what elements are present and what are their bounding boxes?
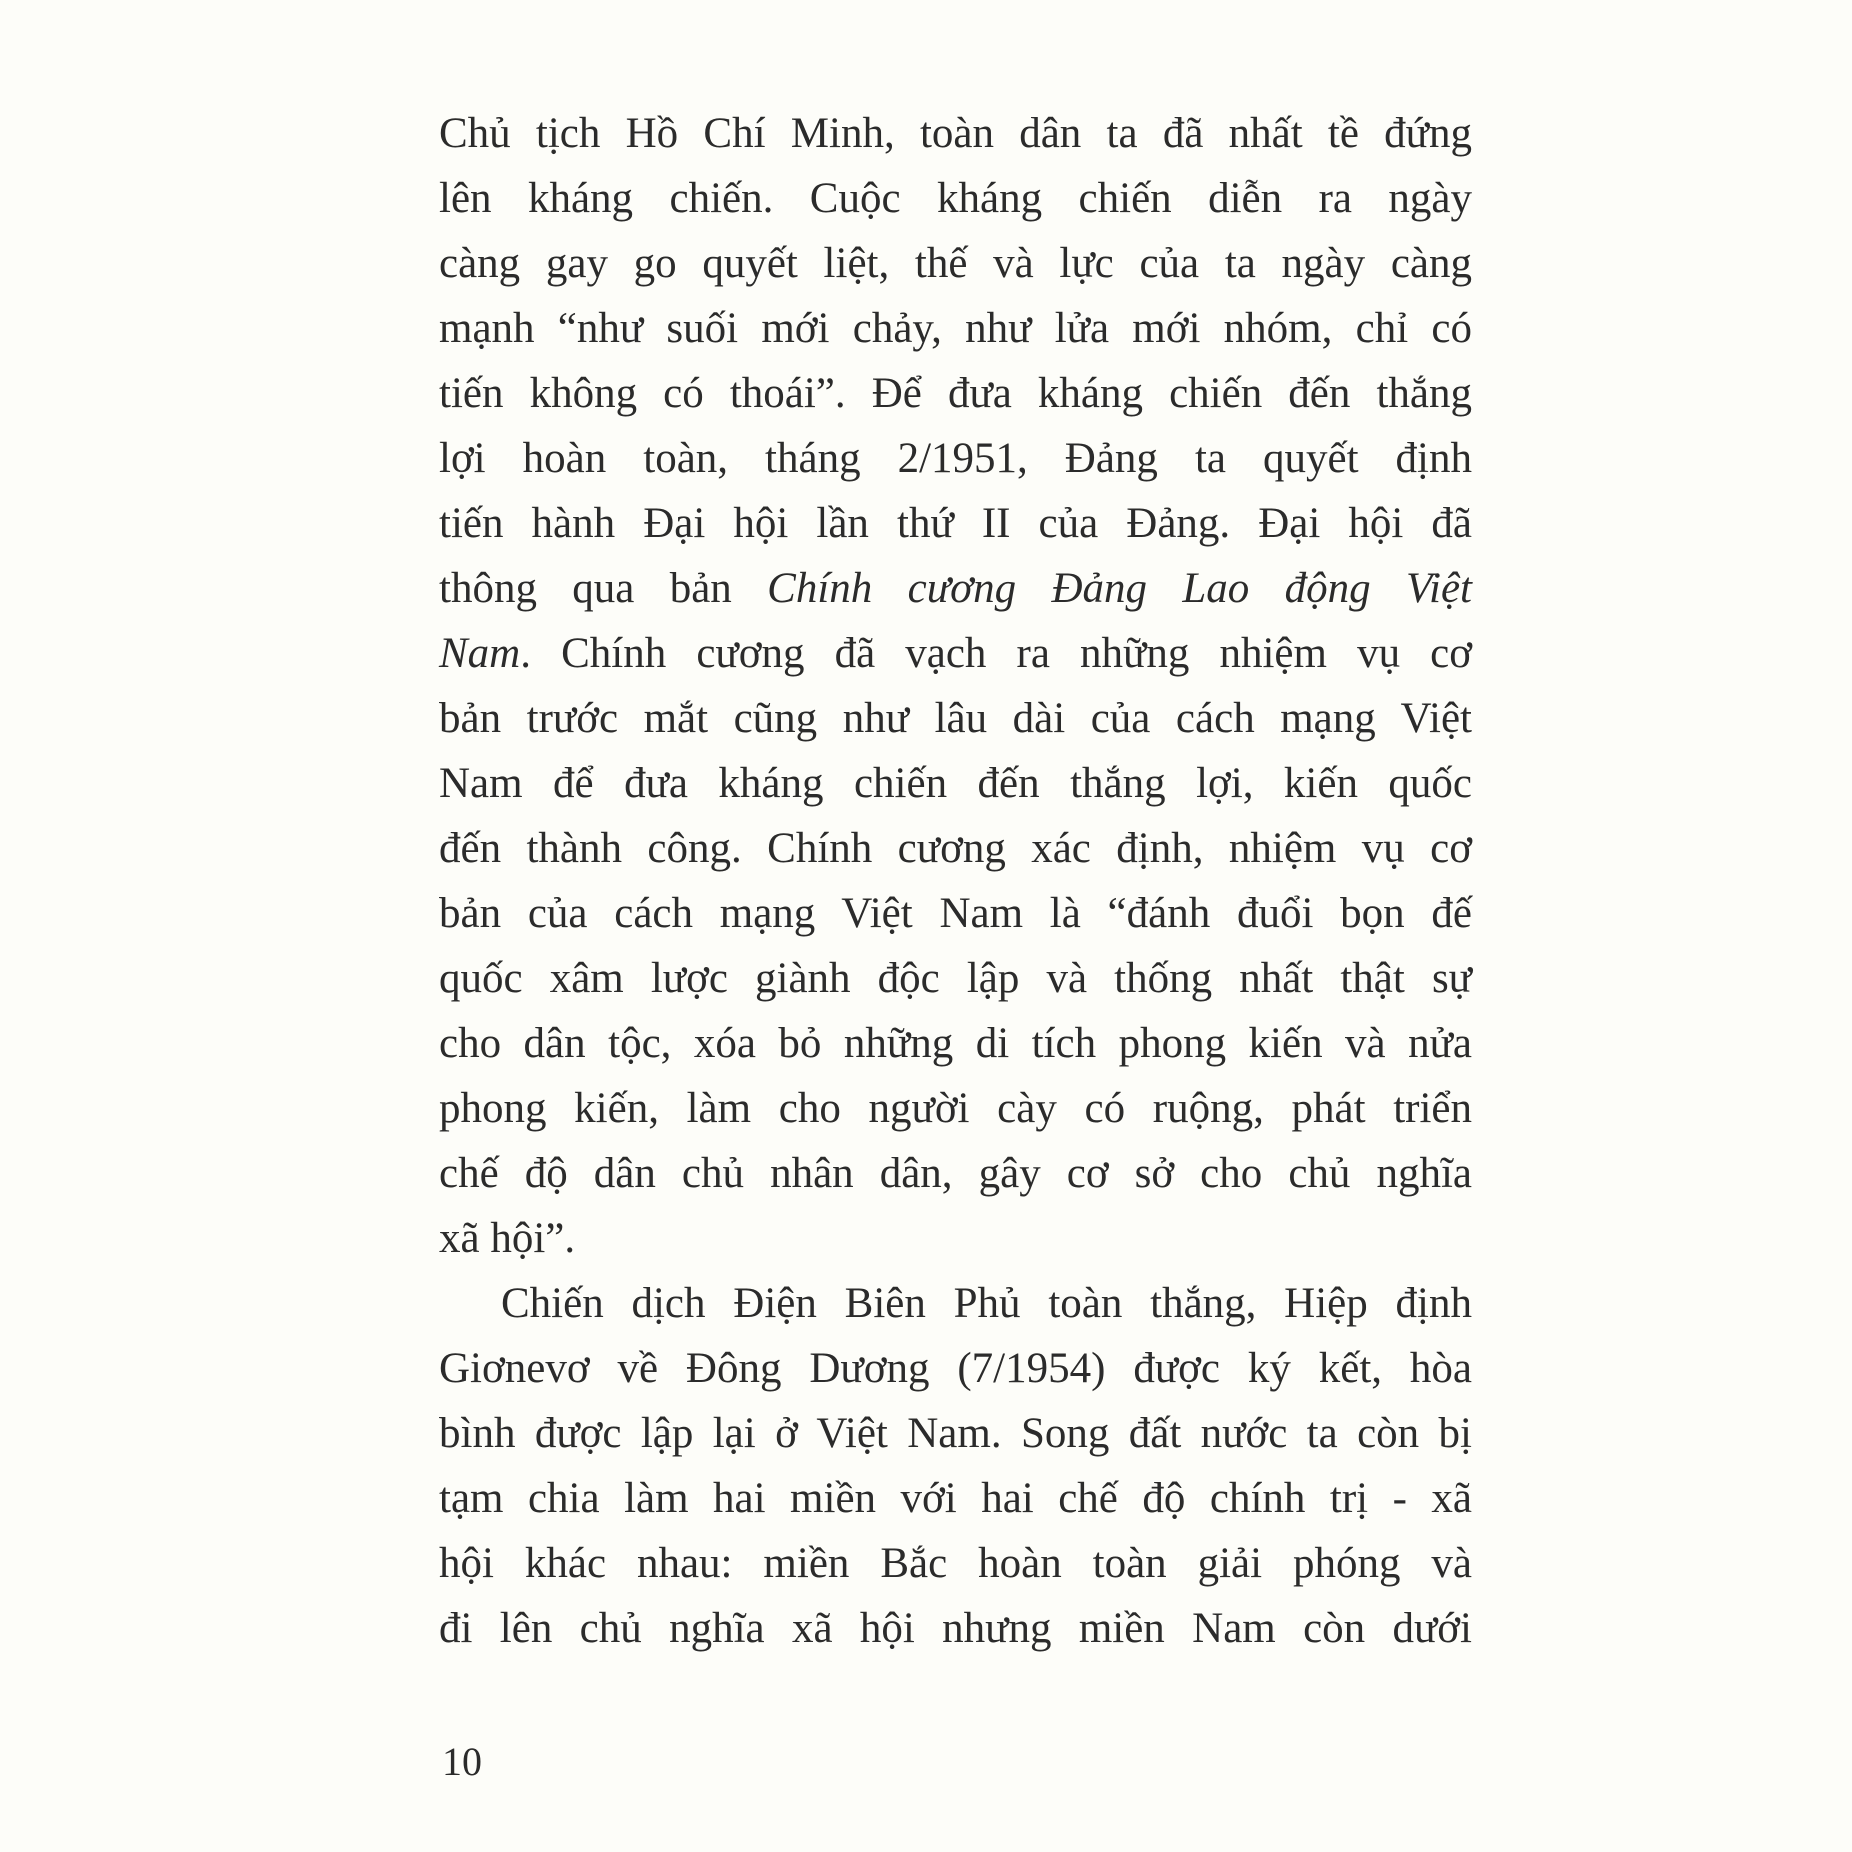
- text-line: [439, 166, 1472, 231]
- text-segment: Chủ tịch Hồ Chí Minh, toàn dân ta đã nhất tề đứng: [439, 110, 1472, 157]
- italic-title-text: Chính cương Đảng Lao động Việt: [767, 565, 1473, 612]
- text-line: [439, 1531, 1472, 1596]
- text-line: [439, 881, 1472, 946]
- text-line: [439, 1011, 1472, 1076]
- text-line: [439, 1076, 1472, 1141]
- text-segment: Giơnevơ về Đông Dương (7/1954) được ký kết, hòa: [439, 1345, 1472, 1392]
- text-line: [439, 556, 1472, 621]
- italic-title-text: Nam: [439, 630, 521, 677]
- text-line: [439, 1141, 1472, 1206]
- text-segment: tiến không có thoái”. Để đưa kháng chiến đến thắng: [439, 370, 1472, 417]
- text-line: [439, 1336, 1472, 1401]
- text-line: [439, 1206, 1472, 1271]
- text-line: [439, 101, 1472, 166]
- body-text: [439, 101, 1472, 1661]
- text-segment: tiến hành Đại hội lần thứ II của Đảng. Đại hội đã: [439, 500, 1472, 547]
- page-number: 10: [442, 1739, 482, 1784]
- text-line: [439, 816, 1472, 881]
- text-line: [439, 686, 1472, 751]
- text-line: [439, 426, 1472, 491]
- text-line: [439, 946, 1472, 1011]
- text-line: [439, 296, 1472, 361]
- text-segment: . Chính cương đã vạch ra những nhiệm vụ cơ: [520, 630, 1472, 677]
- text-segment: Chiến dịch Điện Biên Phủ toàn thắng, Hiệp định: [501, 1280, 1472, 1327]
- text-line: [439, 621, 1472, 686]
- text-segment: bản của cách mạng Việt Nam là “đánh đuổi bọn đế: [439, 890, 1472, 937]
- text-segment: xã hội”.: [439, 1215, 576, 1262]
- text-segment: tạm chia làm hai miền với hai chế độ chính trị - xã: [439, 1475, 1472, 1522]
- text-segment: lợi hoàn toàn, tháng 2/1951, Đảng ta quyết định: [439, 435, 1472, 482]
- text-segment: càng gay go quyết liệt, thế và lực của ta ngày càng: [439, 240, 1472, 287]
- text-segment: đến thành công. Chính cương xác định, nhiệm vụ cơ: [439, 825, 1472, 872]
- text-segment: bình được lập lại ở Việt Nam. Song đất nước ta còn bị: [439, 1410, 1472, 1457]
- text-segment: mạnh “như suối mới chảy, như lửa mới nhóm, chỉ có: [439, 305, 1472, 352]
- text-line: [439, 1596, 1472, 1661]
- text-segment: bản trước mắt cũng như lâu dài của cách mạng Việt: [439, 695, 1472, 742]
- text-segment: phong kiến, làm cho người cày có ruộng, phát triển: [439, 1085, 1472, 1132]
- text-segment: Nam để đưa kháng chiến đến thắng lợi, kiến quốc: [439, 760, 1472, 807]
- text-line: [439, 1466, 1472, 1531]
- text-line: [439, 491, 1472, 556]
- text-line: [439, 361, 1472, 426]
- text-segment: cho dân tộc, xóa bỏ những di tích phong kiến và nửa: [439, 1020, 1472, 1067]
- text-line: [439, 751, 1472, 816]
- text-line: [439, 231, 1472, 296]
- text-segment: chế độ dân chủ nhân dân, gây cơ sở cho chủ nghĩa: [439, 1150, 1472, 1197]
- text-line: [439, 1401, 1472, 1466]
- text-segment: thông qua bản: [439, 565, 768, 612]
- text-line: [439, 1271, 1472, 1336]
- text-segment: đi lên chủ nghĩa xã hội nhưng miền Nam còn dưới: [439, 1605, 1472, 1652]
- text-segment: quốc xâm lược giành độc lập và thống nhất thật sự: [439, 955, 1472, 1002]
- text-segment: lên kháng chiến. Cuộc kháng chiến diễn ra ngày: [439, 175, 1472, 222]
- text-segment: hội khác nhau: miền Bắc hoàn toàn giải phóng và: [439, 1540, 1472, 1587]
